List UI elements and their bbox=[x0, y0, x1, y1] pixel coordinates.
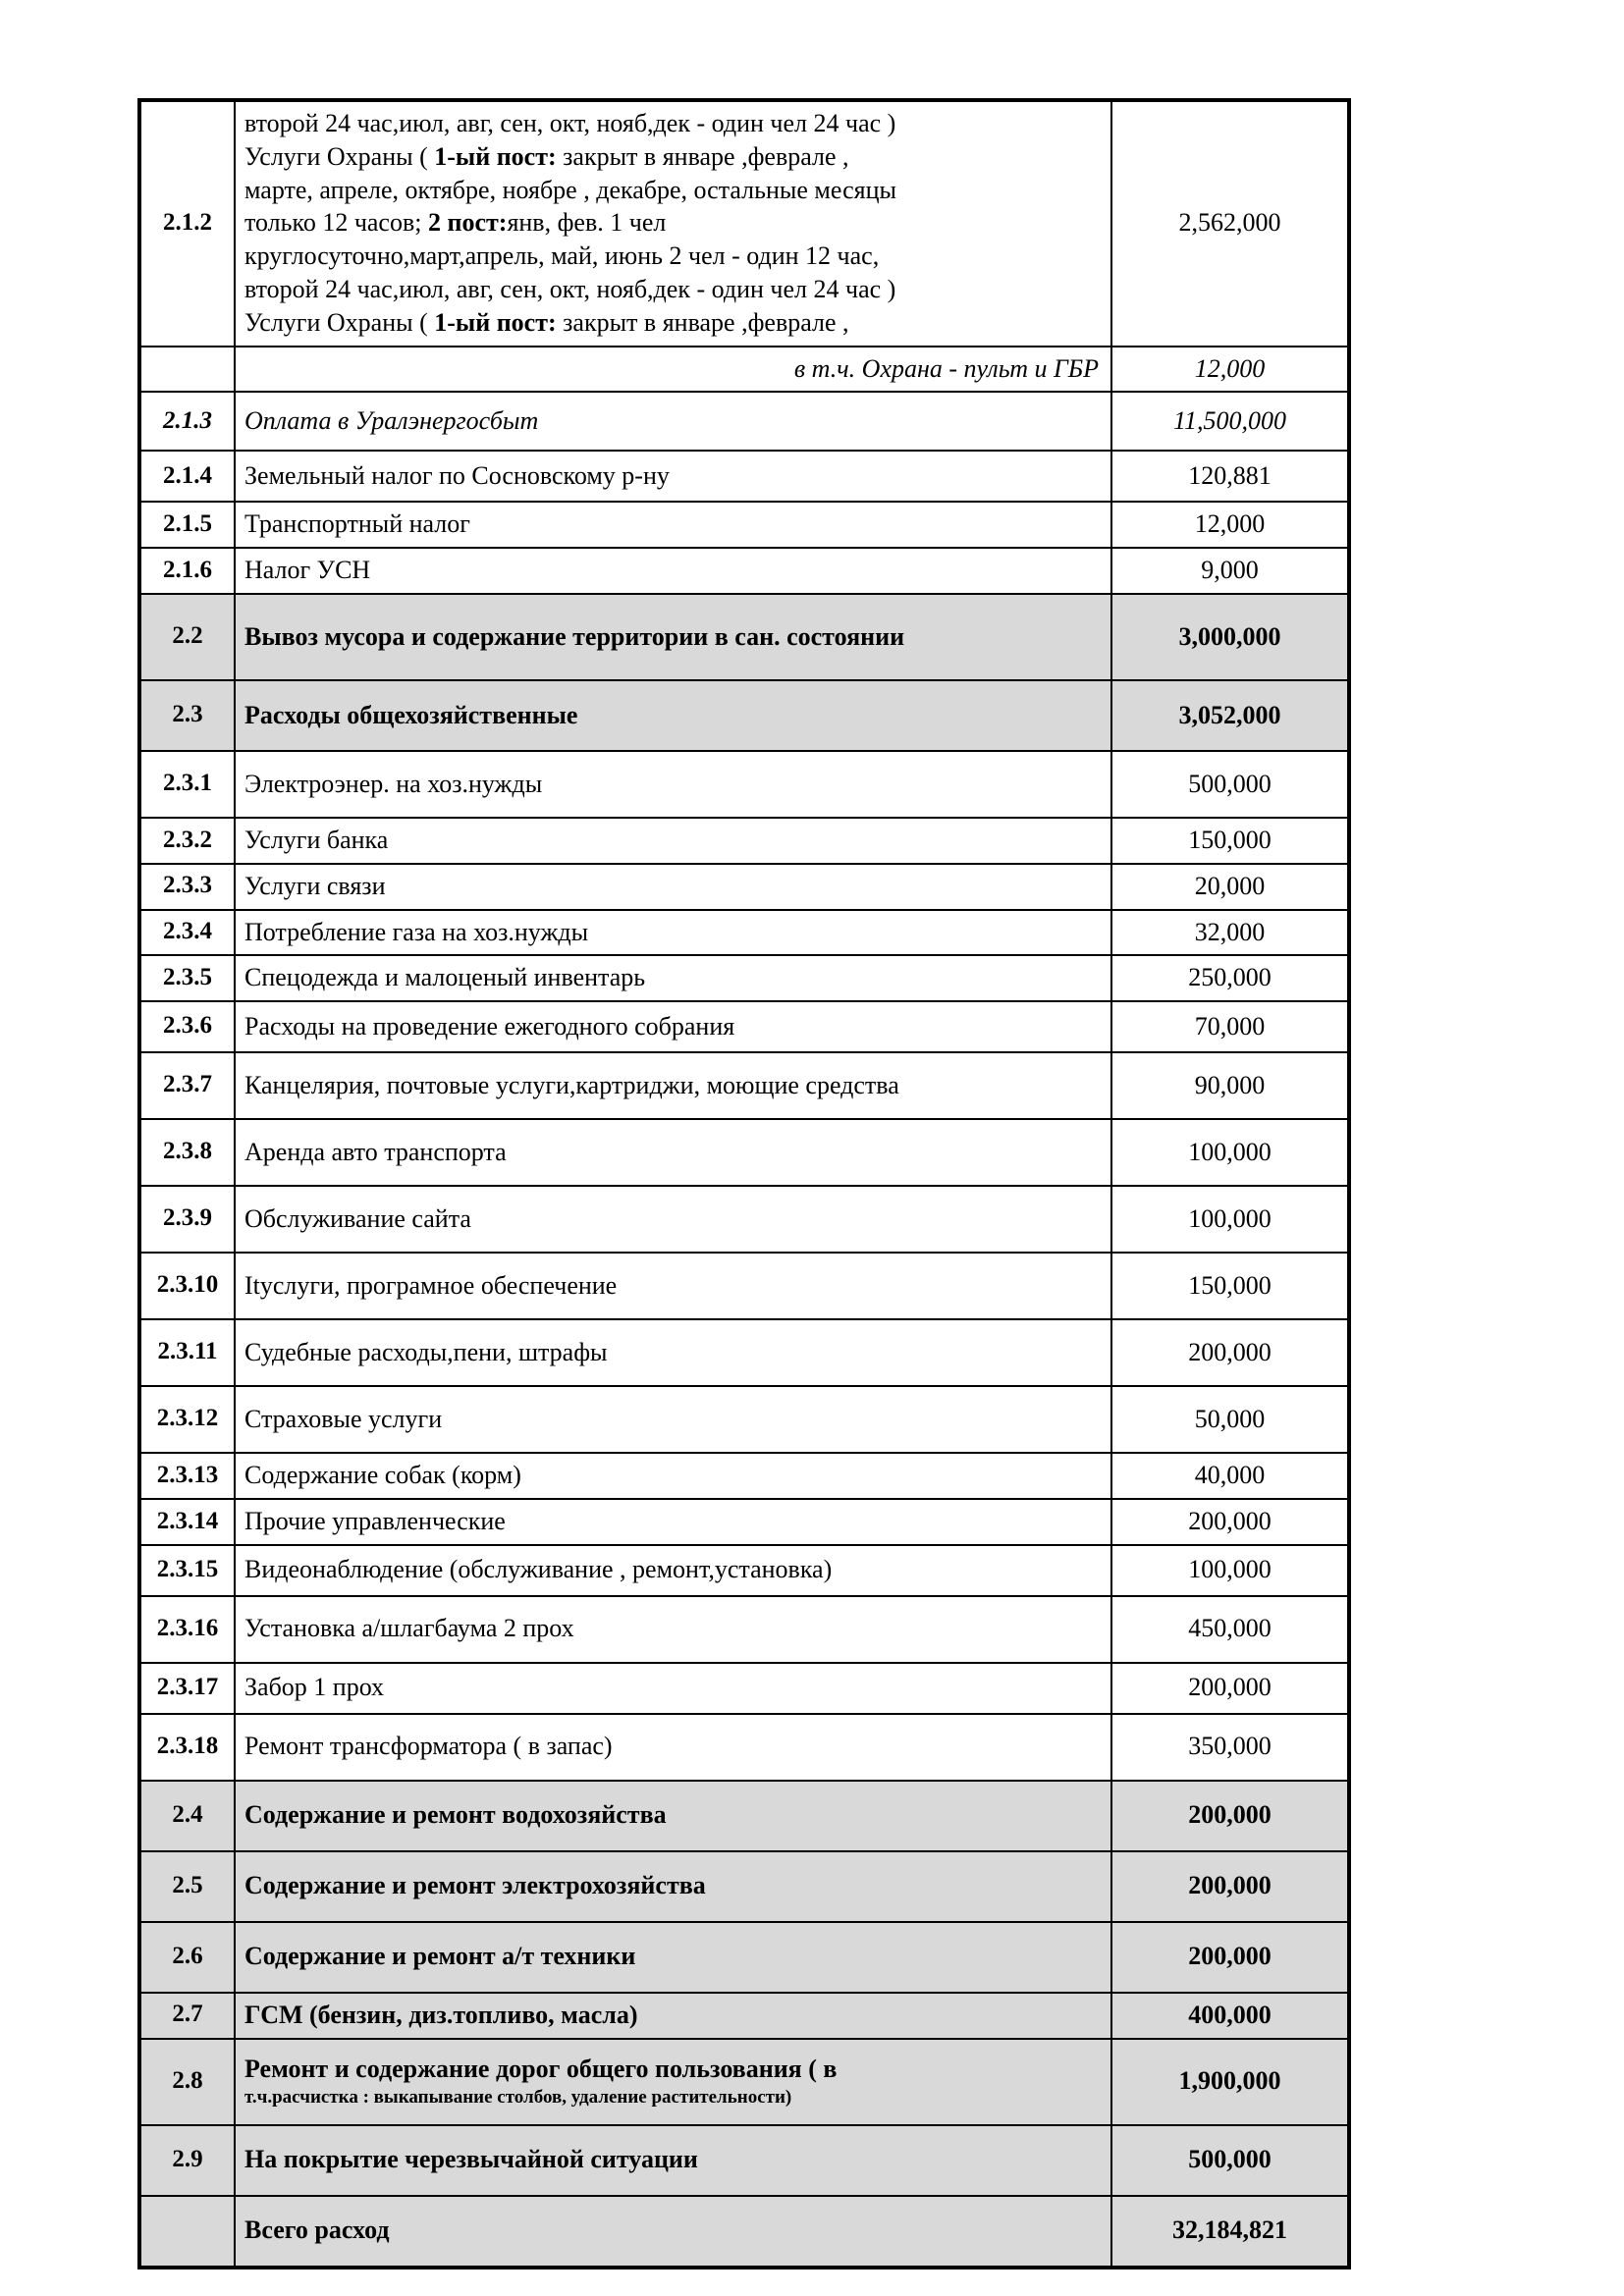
row-description: Страховые услуги bbox=[244, 1404, 443, 1433]
row-description-cell bbox=[235, 1781, 1111, 1851]
row-amount: 2,562,000 bbox=[1178, 208, 1281, 238]
row-code: 2.3.4 bbox=[163, 918, 212, 945]
row-amount: 200,000 bbox=[1188, 1942, 1272, 1971]
row-description-cell bbox=[235, 1499, 1111, 1545]
row-amount: 200,000 bbox=[1188, 1673, 1272, 1702]
row-description: Вывоз мусора и содержание территории в сан. состоянии bbox=[244, 621, 905, 651]
row-code: 2.1.6 bbox=[163, 556, 212, 583]
row-amount: 250,000 bbox=[1188, 963, 1272, 992]
table-row bbox=[139, 594, 1349, 680]
total-amount: 32,184,821 bbox=[1172, 2216, 1287, 2245]
row-amount-cell bbox=[1111, 2039, 1349, 2125]
row-amount: 70,000 bbox=[1194, 1011, 1266, 1041]
row-code-cell bbox=[139, 100, 235, 347]
row-code: 2.5 bbox=[172, 1872, 203, 1898]
row-code-cell bbox=[139, 1186, 235, 1253]
row-code-cell bbox=[139, 864, 235, 910]
row-code-cell bbox=[139, 818, 235, 864]
row-amount-cell bbox=[1111, 1781, 1349, 1851]
row-amount-cell bbox=[1111, 548, 1349, 594]
table-row bbox=[139, 1119, 1349, 1186]
row-description: Содержание и ремонт а/т техники bbox=[244, 1942, 636, 1971]
table-row bbox=[139, 864, 1349, 910]
table-row bbox=[139, 1922, 1349, 1993]
row-description: Оплата в Уралэнергосбыт bbox=[244, 405, 539, 435]
row-code: 2.1.5 bbox=[163, 510, 212, 538]
row-amount-cell bbox=[1111, 1253, 1349, 1319]
row-amount-cell bbox=[1111, 751, 1349, 818]
desc-line-3: марте, апреле, октябре, ноябре , декабре, остальные месяцы bbox=[244, 175, 896, 204]
row-amount: 11,500,000 bbox=[1172, 405, 1287, 435]
row-description: Налог УСН bbox=[244, 556, 371, 585]
row-amount: 200,000 bbox=[1188, 1337, 1272, 1366]
row-amount-cell bbox=[1111, 1386, 1349, 1453]
row-description-cell bbox=[235, 1714, 1111, 1781]
row-amount-cell bbox=[1111, 451, 1349, 502]
row-amount: 9,000 bbox=[1201, 556, 1259, 585]
row-amount: 500,000 bbox=[1188, 769, 1272, 798]
row-description: ГСМ (бензин, диз.топливо, масла) bbox=[244, 2000, 638, 2029]
row-amount: 12,000 bbox=[1194, 353, 1266, 383]
table-row bbox=[139, 548, 1349, 594]
row-description: Обслуживание сайта bbox=[244, 1203, 471, 1233]
row-description: На покрытие черезвычайной ситуации bbox=[244, 2145, 698, 2174]
row-description-cell bbox=[235, 1993, 1111, 2039]
desc-line-7-pre: Услуги Охраны ( bbox=[244, 307, 435, 337]
desc-line-7-bold: 1-ый пост: bbox=[434, 307, 557, 337]
row-description-cell bbox=[235, 910, 1111, 956]
row-amount: 150,000 bbox=[1188, 1270, 1272, 1300]
row-amount-cell bbox=[1111, 1714, 1349, 1781]
row-code: 2.1.3 bbox=[163, 406, 212, 434]
row-amount-cell bbox=[1111, 1499, 1349, 1545]
row-amount-cell bbox=[1111, 594, 1349, 680]
row-description: в т.ч. Охрана - пульт и ГБР bbox=[793, 353, 1099, 383]
row-description bbox=[236, 102, 1110, 346]
desc-small-line: т.ч.расчистка : выкапывание столбов, удаление растительности) bbox=[244, 2087, 792, 2109]
row-description-cell bbox=[235, 955, 1111, 1001]
row-amount-cell bbox=[1111, 1052, 1349, 1119]
desc-line-7-post: закрыт в январе ,феврале , bbox=[556, 307, 849, 337]
row-description-cell bbox=[235, 1922, 1111, 1993]
row-code-cell bbox=[139, 1319, 235, 1386]
row-amount: 120,881 bbox=[1188, 460, 1272, 490]
row-description: Услуги банка bbox=[244, 825, 389, 854]
row-code-cell bbox=[139, 1545, 235, 1596]
row-code-cell bbox=[139, 1781, 235, 1851]
row-description-cell bbox=[235, 2125, 1111, 2196]
row-code: 2.2 bbox=[172, 622, 203, 650]
row-description-cell bbox=[235, 1001, 1111, 1052]
total-code bbox=[141, 2225, 234, 2236]
row-amount-cell bbox=[1111, 1663, 1349, 1714]
row-description: Видеонаблюдение (обслуживание , ремонт,установка) bbox=[244, 1555, 833, 1584]
desc-line-1: второй 24 час,июл, авг, сен, окт, нояб,дек - один чел 24 час ) bbox=[244, 109, 896, 137]
row-code-cell bbox=[139, 1663, 235, 1714]
row-code: 2.3.13 bbox=[156, 1461, 219, 1488]
table-row bbox=[139, 1499, 1349, 1545]
row-description-cell bbox=[235, 594, 1111, 680]
total-label: Всего расход bbox=[244, 2216, 390, 2245]
row-amount: 450,000 bbox=[1188, 1614, 1272, 1643]
row-description-cell bbox=[235, 751, 1111, 818]
total-code-cell bbox=[139, 2196, 235, 2268]
row-description bbox=[236, 2048, 1110, 2115]
row-amount-cell bbox=[1111, 955, 1349, 1001]
desc-line-2 bbox=[244, 140, 1102, 174]
desc-line-2-post: закрыт в январе ,феврале , bbox=[556, 141, 849, 171]
row-amount: 90,000 bbox=[1194, 1070, 1266, 1099]
table-row bbox=[139, 392, 1349, 451]
row-description-cell bbox=[235, 818, 1111, 864]
desc-line-2-bold: 1-ый пост: bbox=[434, 141, 557, 171]
total-amount-cell bbox=[1111, 2196, 1349, 2268]
row-code: 2.3.1 bbox=[163, 770, 212, 797]
row-code-cell bbox=[139, 1001, 235, 1052]
row-amount-cell bbox=[1111, 864, 1349, 910]
row-description: Услуги связи bbox=[244, 871, 386, 900]
table-row bbox=[139, 1001, 1349, 1052]
row-amount: 20,000 bbox=[1194, 871, 1266, 900]
row-description-cell bbox=[235, 548, 1111, 594]
table-row bbox=[139, 502, 1349, 548]
row-code-cell bbox=[139, 594, 235, 680]
row-code: 2.3.8 bbox=[163, 1138, 212, 1165]
desc-line-4-post: янв, фев. 1 чел bbox=[507, 208, 667, 238]
table-row bbox=[139, 1714, 1349, 1781]
row-code bbox=[141, 363, 234, 374]
row-amount-cell bbox=[1111, 1851, 1349, 1922]
row-amount-cell bbox=[1111, 910, 1349, 956]
row-code-cell bbox=[139, 1119, 235, 1186]
table-body bbox=[139, 100, 1349, 2268]
desc-line-4-bold: 2 пост: bbox=[427, 208, 508, 238]
row-code: 2.3.3 bbox=[163, 872, 212, 899]
table-row bbox=[139, 1253, 1349, 1319]
row-code: 2.7 bbox=[172, 2001, 203, 2028]
table-row bbox=[139, 1993, 1349, 2039]
row-amount: 500,000 bbox=[1188, 2145, 1272, 2174]
row-amount-cell bbox=[1111, 1001, 1349, 1052]
row-amount: 12,000 bbox=[1194, 509, 1266, 539]
row-amount-cell bbox=[1111, 100, 1349, 347]
row-description: Потребление газа на хоз.нужды bbox=[244, 917, 589, 946]
table-row bbox=[139, 680, 1349, 751]
row-amount: 150,000 bbox=[1188, 825, 1272, 854]
table-row bbox=[139, 1851, 1349, 1922]
row-amount-cell bbox=[1111, 1119, 1349, 1186]
row-description: Аренда авто транспорта bbox=[244, 1137, 507, 1166]
desc-line-4-pre: только 12 часов; bbox=[244, 208, 428, 238]
row-description-cell bbox=[235, 1319, 1111, 1386]
row-code-cell bbox=[139, 548, 235, 594]
desc-line-7 bbox=[244, 306, 1102, 340]
row-description: Канцелярия, почтовые услуги,картриджи, моющие средства bbox=[244, 1070, 899, 1099]
row-code-cell bbox=[139, 451, 235, 502]
row-amount: 100,000 bbox=[1188, 1203, 1272, 1233]
row-code: 2.3.12 bbox=[156, 1405, 219, 1432]
row-amount: 1,900,000 bbox=[1178, 2066, 1281, 2096]
row-amount-cell bbox=[1111, 1596, 1349, 1663]
row-description-cell bbox=[235, 2039, 1111, 2125]
row-description-cell bbox=[235, 1186, 1111, 1253]
row-amount: 350,000 bbox=[1188, 1732, 1272, 1761]
row-description-cell bbox=[235, 502, 1111, 548]
table-row bbox=[139, 1319, 1349, 1386]
table-row bbox=[139, 2039, 1349, 2125]
row-code-cell bbox=[139, 1922, 235, 1993]
row-amount-cell bbox=[1111, 680, 1349, 751]
row-description: Установка а/шлагбаума 2 прох bbox=[244, 1614, 574, 1643]
row-description-cell bbox=[235, 1545, 1111, 1596]
table-row bbox=[139, 347, 1349, 393]
table-row bbox=[139, 818, 1349, 864]
row-code-cell bbox=[139, 392, 235, 451]
table-row bbox=[139, 910, 1349, 956]
row-code: 2.3.17 bbox=[156, 1674, 219, 1700]
row-code-cell bbox=[139, 1499, 235, 1545]
table-row bbox=[139, 2125, 1349, 2196]
row-code: 2.3 bbox=[172, 701, 203, 728]
row-code: 2.6 bbox=[172, 1943, 203, 1969]
row-amount: 3,000,000 bbox=[1178, 621, 1281, 651]
row-description: Спецодежда и малоценый инвентарь bbox=[244, 963, 646, 992]
table-row-total bbox=[139, 2196, 1349, 2268]
row-code: 2.3.18 bbox=[156, 1733, 219, 1759]
row-code: 2.3.14 bbox=[156, 1507, 219, 1534]
desc-line-6: второй 24 час,июл, авг, сен, окт, нояб,дек - один чел 24 час ) bbox=[244, 274, 896, 303]
row-amount: 200,000 bbox=[1188, 1800, 1272, 1830]
row-amount: 100,000 bbox=[1188, 1555, 1272, 1584]
row-description-cell bbox=[235, 1253, 1111, 1319]
row-description-cell bbox=[235, 1052, 1111, 1119]
row-description-cell bbox=[235, 1663, 1111, 1714]
row-description: Судебные расходы,пени, штрафы bbox=[244, 1337, 608, 1366]
row-description: Земельный налог по Сосновскому р-ну bbox=[244, 460, 670, 490]
row-description: Расходы на проведение ежегодного собрания bbox=[244, 1011, 735, 1041]
row-code-cell bbox=[139, 1714, 235, 1781]
row-amount: 3,052,000 bbox=[1178, 700, 1281, 729]
table-row bbox=[139, 1052, 1349, 1119]
row-description: Расходы общехозяйственные bbox=[244, 700, 578, 729]
row-amount-cell bbox=[1111, 1453, 1349, 1499]
row-amount-cell bbox=[1111, 392, 1349, 451]
desc-line-2-pre: Услуги Охраны ( bbox=[244, 141, 435, 171]
table-row bbox=[139, 1781, 1349, 1851]
row-code-cell bbox=[139, 1386, 235, 1453]
row-description-cell bbox=[235, 1453, 1111, 1499]
row-description-cell bbox=[235, 1851, 1111, 1922]
row-code: 2.3.2 bbox=[163, 826, 212, 853]
row-amount: 40,000 bbox=[1194, 1461, 1266, 1490]
row-amount: 200,000 bbox=[1188, 1871, 1272, 1900]
row-code-cell bbox=[139, 2125, 235, 2196]
table-row bbox=[139, 955, 1349, 1001]
row-description-cell bbox=[235, 451, 1111, 502]
row-amount: 200,000 bbox=[1188, 1506, 1272, 1535]
table-row bbox=[139, 1596, 1349, 1663]
row-amount-cell bbox=[1111, 502, 1349, 548]
row-amount-cell bbox=[1111, 1922, 1349, 1993]
row-amount: 400,000 bbox=[1188, 2000, 1272, 2029]
row-amount-cell bbox=[1111, 1545, 1349, 1596]
row-code-cell bbox=[139, 751, 235, 818]
row-amount: 50,000 bbox=[1194, 1404, 1266, 1433]
total-label-cell bbox=[235, 2196, 1111, 2268]
row-amount-cell bbox=[1111, 1993, 1349, 2039]
table-row bbox=[139, 451, 1349, 502]
row-code: 2.8 bbox=[172, 2066, 203, 2094]
table-row bbox=[139, 751, 1349, 818]
row-description-cell bbox=[235, 100, 1111, 347]
row-code: 2.3.15 bbox=[156, 1556, 219, 1582]
row-code: 2.1.4 bbox=[163, 461, 212, 489]
row-code-cell bbox=[139, 1851, 235, 1922]
row-code: 2.3.16 bbox=[156, 1615, 219, 1641]
row-description-cell bbox=[235, 680, 1111, 751]
row-description: Ityслуги, програмное обеспечение bbox=[244, 1270, 618, 1300]
row-description-cell bbox=[235, 347, 1111, 393]
row-description: Транспортный налог bbox=[244, 509, 470, 539]
row-code-cell bbox=[139, 2039, 235, 2125]
table-row bbox=[139, 1186, 1349, 1253]
row-code: 2.1.2 bbox=[163, 209, 212, 237]
row-description: Ремонт трансформатора ( в запас) bbox=[244, 1732, 613, 1761]
row-code: 2.3.9 bbox=[163, 1204, 212, 1232]
budget-table-container bbox=[137, 98, 1347, 2269]
row-amount-cell bbox=[1111, 1186, 1349, 1253]
row-code: 2.9 bbox=[172, 2145, 203, 2172]
row-code-cell bbox=[139, 1253, 235, 1319]
row-amount-cell bbox=[1111, 2125, 1349, 2196]
row-amount-cell bbox=[1111, 347, 1349, 393]
row-description: Электроэнер. на хоз.нужды bbox=[244, 769, 543, 798]
budget-expense-table bbox=[137, 98, 1351, 2269]
row-code-cell bbox=[139, 347, 235, 393]
row-amount: 100,000 bbox=[1188, 1137, 1272, 1166]
table-row bbox=[139, 1545, 1349, 1596]
row-description-cell bbox=[235, 864, 1111, 910]
row-description: Забор 1 прох bbox=[244, 1673, 385, 1702]
row-code-cell bbox=[139, 680, 235, 751]
desc-line-5: круглосуточно,март,апрель, май, июнь 2 чел - один 12 час, bbox=[244, 241, 880, 271]
row-code: 2.4 bbox=[172, 1801, 203, 1828]
row-description-cell bbox=[235, 1596, 1111, 1663]
row-code-cell bbox=[139, 910, 235, 956]
row-description: Содержание собак (корм) bbox=[244, 1461, 521, 1490]
desc-main-line: Ремонт и содержание дорог общего пользования ( в bbox=[244, 2055, 838, 2084]
row-amount: 32,000 bbox=[1194, 917, 1266, 946]
row-description: Содержание и ремонт водохозяйства bbox=[244, 1800, 667, 1830]
table-row bbox=[139, 1386, 1349, 1453]
row-description: Прочие управленческие bbox=[244, 1506, 506, 1535]
row-code-cell bbox=[139, 1993, 235, 2039]
row-code: 2.3.6 bbox=[163, 1012, 212, 1040]
row-code: 2.3.5 bbox=[163, 964, 212, 990]
row-code-cell bbox=[139, 1453, 235, 1499]
table-row bbox=[139, 1663, 1349, 1714]
row-code: 2.3.11 bbox=[157, 1338, 218, 1365]
row-code: 2.3.10 bbox=[156, 1271, 219, 1299]
row-description-cell bbox=[235, 1119, 1111, 1186]
table-row bbox=[139, 100, 1349, 347]
row-amount-cell bbox=[1111, 818, 1349, 864]
row-amount-cell bbox=[1111, 1319, 1349, 1386]
row-code: 2.3.7 bbox=[163, 1071, 212, 1098]
row-code-cell bbox=[139, 955, 235, 1001]
row-description-cell bbox=[235, 392, 1111, 451]
row-code-cell bbox=[139, 1596, 235, 1663]
row-code-cell bbox=[139, 502, 235, 548]
row-code-cell bbox=[139, 1052, 235, 1119]
row-description: Содержание и ремонт электрохозяйства bbox=[244, 1871, 706, 1900]
table-row bbox=[139, 1453, 1349, 1499]
desc-line-4 bbox=[244, 206, 1102, 240]
row-description-cell bbox=[235, 1386, 1111, 1453]
